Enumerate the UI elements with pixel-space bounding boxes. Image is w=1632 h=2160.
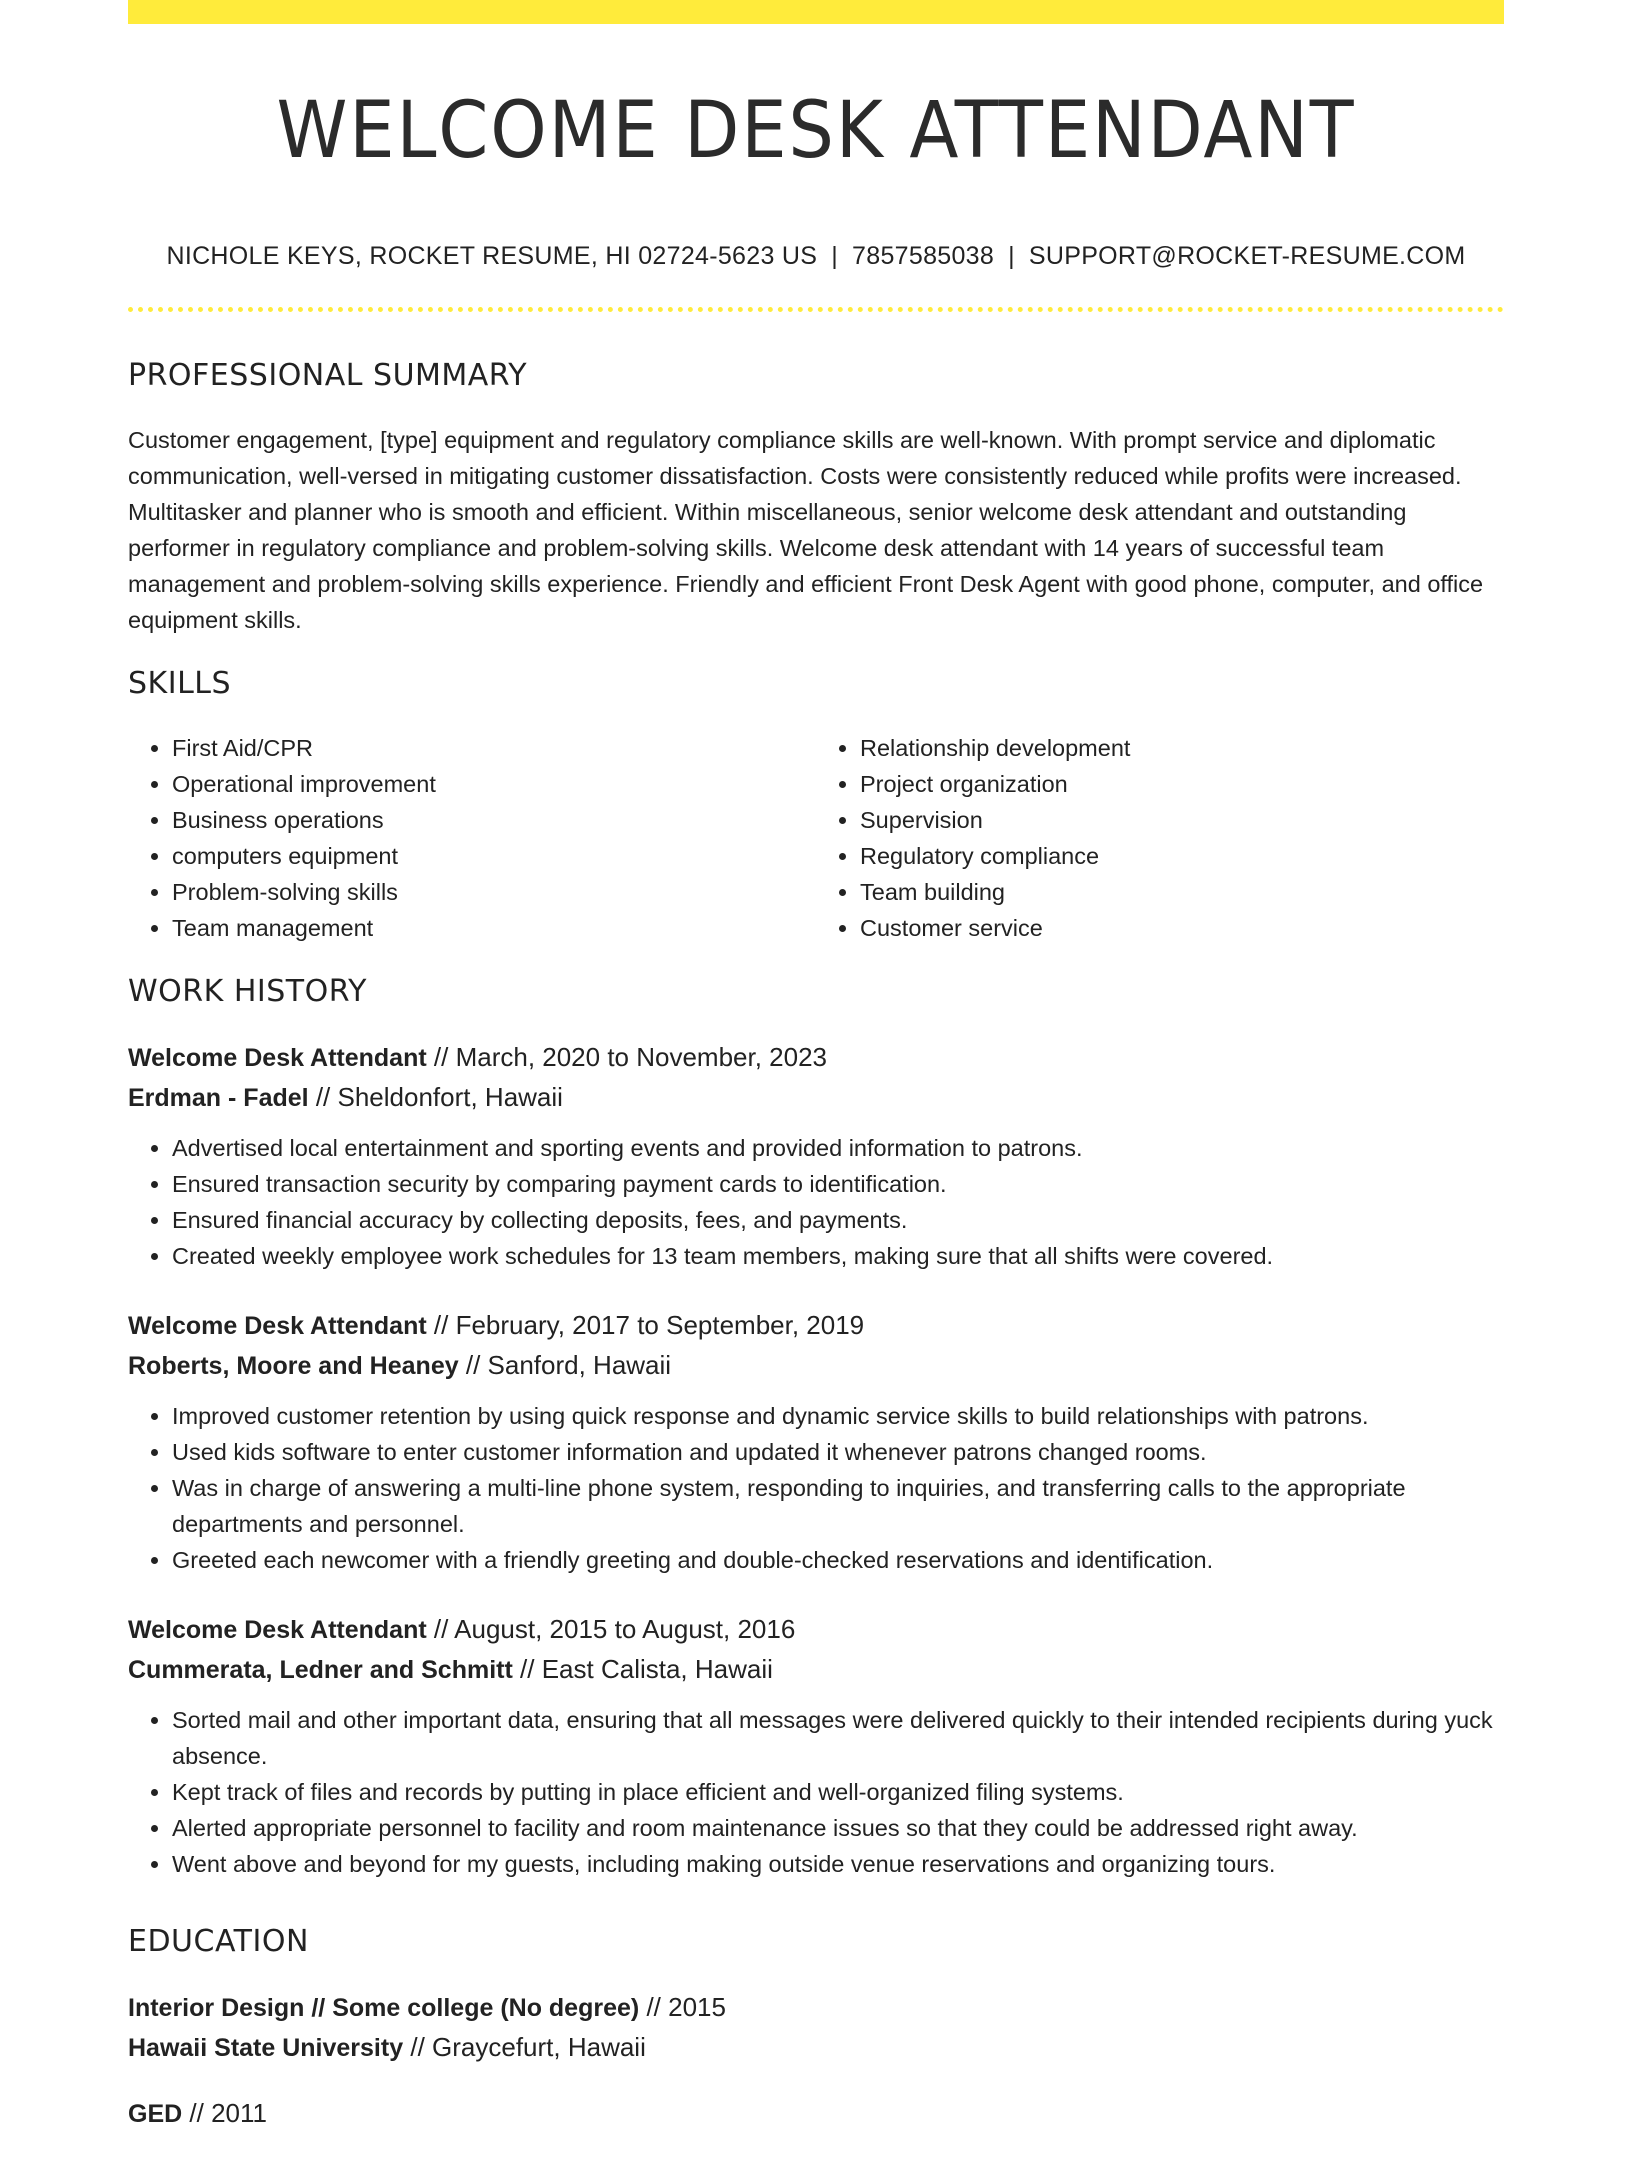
job-bullets [128, 1130, 1504, 1274]
resume-content [128, 348, 1504, 2160]
contact-separator: | [1008, 242, 1015, 270]
contact-phone: 7857585038 [852, 242, 995, 270]
job-bullet: • Greeted each newcomer with a friendly greeting and double-checked reservations and identification. [172, 1542, 1504, 1578]
job-bullet: • Was in charge of answering a multi-line phone system, responding to inquiries, and transferring calls to the appropriate departments and personnel. [172, 1470, 1504, 1542]
job-bullet: • Used kids software to enter customer information and updated it whenever patrons changed rooms. [172, 1434, 1504, 1470]
summary-section [128, 348, 1504, 638]
skill-item: • computers equipment [172, 838, 816, 874]
education-degree: Interior Design // Some college (No degree) [128, 1994, 640, 2022]
skill-item: • Regulatory compliance [860, 838, 1504, 874]
job-location: // Sheldonfort, Hawaii [308, 1082, 563, 1112]
skills-section [128, 656, 1504, 946]
job-title: Welcome Desk Attendant [128, 1044, 427, 1072]
education-section [128, 1914, 1504, 2134]
job-title: Welcome Desk Attendant [128, 1312, 427, 1340]
job-company-line [128, 1346, 1504, 1386]
education-degree-line [128, 1988, 1504, 2028]
job-bullet: • Created weekly employee work schedules for 13 team members, making sure that all shifts were covered. [172, 1238, 1504, 1274]
job-bullet: • Improved customer retention by using quick response and dynamic service skills to build relationships with patrons. [172, 1398, 1504, 1434]
job-title: Welcome Desk Attendant [128, 1616, 427, 1644]
skill-item: • Customer service [860, 910, 1504, 946]
contact-email: SUPPORT@ROCKET-RESUME.COM [1028, 242, 1466, 270]
job-location: // East Calista, Hawaii [512, 1654, 773, 1684]
education-degree-line [128, 2094, 1504, 2134]
education-location: // Graycefurt, Hawaii [403, 2032, 646, 2062]
accent-bar [128, 0, 1504, 24]
education-school: Hawaii State University [128, 2034, 404, 2062]
job-title-line [128, 1038, 1504, 1078]
skill-item: • Problem-solving skills [172, 874, 816, 910]
skills-heading: SKILLS [128, 666, 232, 701]
job-dates: // March, 2020 to November, 2023 [426, 1042, 828, 1072]
job-company: Roberts, Moore and Heaney [128, 1352, 459, 1380]
education-entry [128, 2094, 1504, 2134]
job-company-line [128, 1650, 1504, 1690]
skill-item: • Relationship development [860, 730, 1504, 766]
skill-item: • Project organization [860, 766, 1504, 802]
job-company: Cummerata, Ledner and Schmitt [128, 1656, 513, 1684]
education-year: // 2015 [639, 1992, 726, 2022]
work-history-section [128, 964, 1504, 1882]
dotted-divider [128, 307, 1504, 312]
job-dates: // August, 2015 to August, 2016 [426, 1614, 796, 1644]
job-company: Erdman - Fadel [128, 1084, 309, 1112]
job-entry [128, 1306, 1504, 1578]
job-bullet: • Went above and beyond for my guests, including making outside venue reservations and organizing tours. [172, 1846, 1504, 1882]
job-location: // Sanford, Hawaii [458, 1350, 672, 1380]
job-bullets [128, 1398, 1504, 1578]
skills-columns [128, 730, 1504, 946]
job-bullet: • Sorted mail and other important data, ensuring that all messages were delivered quickly to their intended recipients during yuck absence. [172, 1702, 1504, 1774]
skill-item: • Supervision [860, 802, 1504, 838]
job-bullet: • Ensured financial accuracy by collecting deposits, fees, and payments. [172, 1202, 1504, 1238]
job-bullet: • Kept track of files and records by putting in place efficient and well-organized filing systems. [172, 1774, 1504, 1810]
job-bullet: • Ensured transaction security by comparing payment cards to identification. [172, 1166, 1504, 1202]
summary-text: Customer engagement, [type] equipment and regulatory compliance skills are well-known. With prompt service and diplomatic communication, well-versed in mitigating customer dissatisfaction. Costs were consistently reduced while profits were increased. Multitasker and planner who is smooth and efficient. Within miscellaneous, senior welcome desk attendant and outstanding performer in regulatory compliance and problem-solving skills. Welcome desk attendant with 14 years of successful team management and problem-solving skills experience. Friendly and efficient Front Desk Agent with good phone, computer, and office equipment skills. [128, 427, 1484, 633]
skill-item: • Team building [860, 874, 1504, 910]
skills-list-left [128, 730, 816, 946]
skill-item: • Business operations [172, 802, 816, 838]
job-bullets [128, 1702, 1504, 1882]
summary-heading: PROFESSIONAL SUMMARY [128, 358, 528, 393]
skill-item: • First Aid/CPR [172, 730, 816, 766]
education-year: // 2011 [182, 2098, 267, 2128]
education-entry [128, 1988, 1504, 2068]
job-bullet: • Alerted appropriate personnel to facility and room maintenance issues so that they could be addressed right away. [172, 1810, 1504, 1846]
contact-line [0, 236, 1632, 276]
job-company-line [128, 1078, 1504, 1118]
skill-item: • Team management [172, 910, 816, 946]
page-title: WELCOME DESK ATTENDANT [276, 86, 1356, 176]
job-title-line [128, 1306, 1504, 1346]
skills-list-right [816, 730, 1504, 946]
education-school-line [128, 2028, 1504, 2068]
skill-item: • Operational improvement [172, 766, 816, 802]
contact-address: NICHOLE KEYS, ROCKET RESUME, HI 02724-5623 US [166, 242, 818, 270]
job-dates: // February, 2017 to September, 2019 [426, 1310, 865, 1340]
education-degree: GED [128, 2100, 183, 2128]
work-history-heading: WORK HISTORY [128, 974, 367, 1009]
job-bullet: • Advertised local entertainment and sporting events and provided information to patrons. [172, 1130, 1504, 1166]
contact-separator: | [831, 242, 839, 270]
job-entry [128, 1610, 1504, 1882]
job-title-line [128, 1610, 1504, 1650]
job-entry [128, 1038, 1504, 1274]
education-heading: EDUCATION [128, 1924, 309, 1959]
